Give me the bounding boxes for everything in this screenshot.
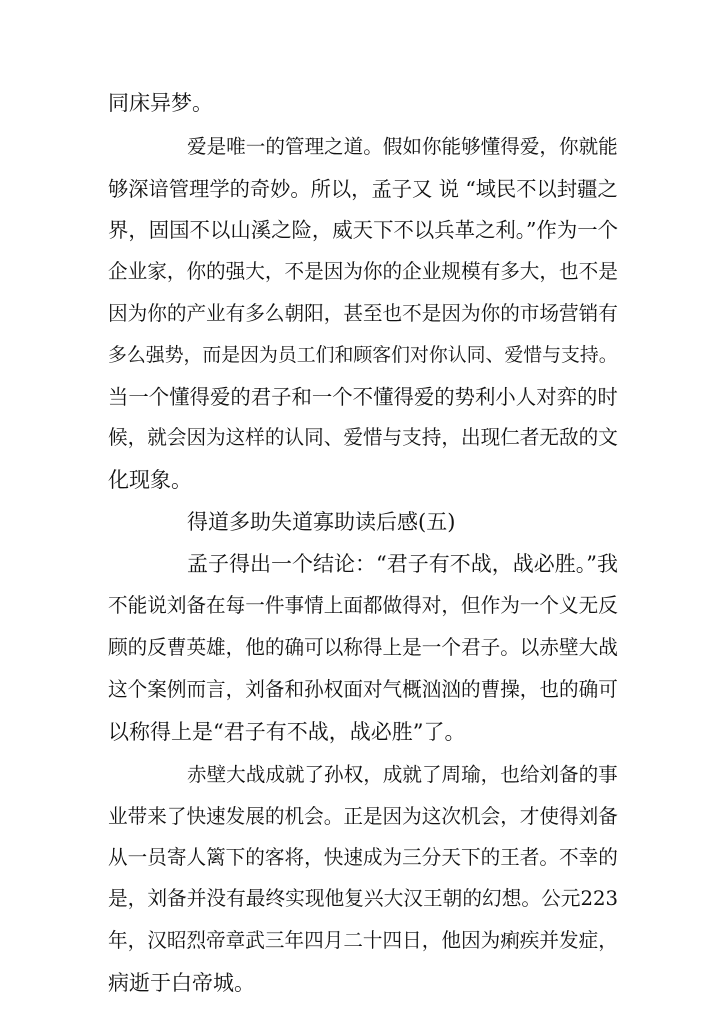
text-line: 候，就会因为这样的认同、爱惜与支持，出现仁者无敌的文: [108, 426, 618, 449]
text-line: 爱是唯一的管理之道。假如你能够懂得爱，你就能: [187, 135, 618, 158]
text-line: 顾的反曹英雄，他的确可以称得上是一个君子。以赤壁大战: [108, 636, 618, 659]
text-line: 孟子得出一个结论：“君子有不战，战必胜。”我: [187, 552, 618, 576]
text-line: 同床异梦。: [108, 91, 213, 115]
text-line: 是，刘备并没有最终实现他复兴大汉王朝的幻想。公元223: [108, 887, 619, 910]
text-line: 当一个懂得爱的君子和一个不懂得爱的势利小人对弈的时: [108, 385, 618, 409]
text-line: 年，汉昭烈帝章武三年四月二十四日，他因为痢疾并发症，: [108, 929, 618, 952]
text-line: 够深谙管理学的奇妙。所以，孟子又 说 “域民不以封疆之: [108, 177, 618, 201]
text-line: 赤壁大战成就了孙权，成就了周瑜，也给刘备的事: [187, 763, 618, 786]
text-line: 从一员寄人篱下的客将，快速成为三分天下的王者。不幸的: [108, 846, 618, 869]
text-line: 化现象。: [108, 468, 192, 492]
section-heading: 得道多助失道寡助读后感(五): [187, 510, 456, 534]
text-line: 以称得上是“君子有不战，战必胜”了。: [108, 720, 466, 744]
text-line: 企业家，你的强大，不是因为你的企业规模有多大，也不是: [108, 260, 618, 283]
text-line: 病逝于白帝城。: [108, 971, 255, 995]
text-line: 因为你的产业有多么朝阳，甚至也不是因为你的市场营销有: [108, 302, 618, 325]
text-line: 不能说刘备在每一件事情上面都做得对，但作为一个义无反: [108, 594, 618, 617]
text-line: 这个案例而言，刘备和孙权面对气概汹汹的曹操，也的确可: [108, 678, 618, 701]
text-line: 业带来了快速发展的机会。正是因为这次机会，才使得刘备: [108, 805, 618, 828]
text-line: 多么强势，而是因为员工们和顾客们对你认同、爱惜与支持。: [108, 344, 618, 366]
text-line: 界，固国不以山溪之险，威天下不以兵革之利。”作为一个: [108, 218, 618, 242]
